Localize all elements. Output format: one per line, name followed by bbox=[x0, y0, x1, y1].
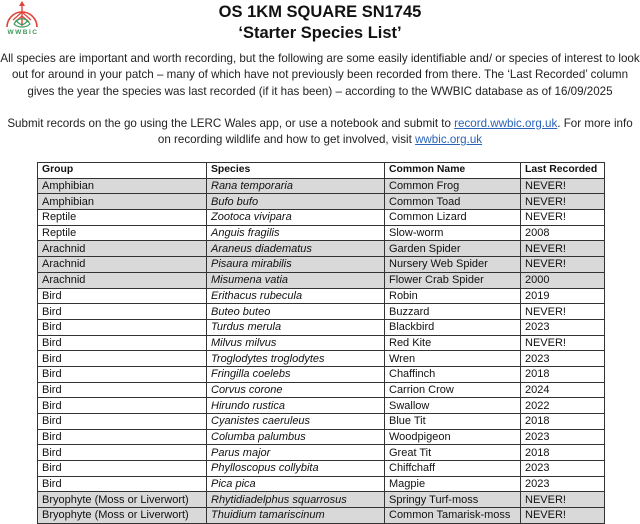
column-header-last-recorded: Last Recorded bbox=[521, 163, 605, 179]
cell-last-recorded: 2022 bbox=[521, 398, 605, 414]
cell-last-recorded: 2018 bbox=[521, 445, 605, 461]
species-table bbox=[37, 162, 605, 524]
cell-group: Amphibian bbox=[38, 194, 207, 210]
cell-group: Bird bbox=[38, 398, 207, 414]
submit-text-1: Submit records on the go using the LERC Wales app, or use a notebook and submit to bbox=[7, 117, 455, 130]
table-row bbox=[38, 414, 605, 430]
cell-last-recorded: 2019 bbox=[521, 288, 605, 304]
cell-last-recorded: 2023 bbox=[521, 461, 605, 477]
table-row bbox=[38, 366, 605, 382]
cell-common-name: Woodpigeon bbox=[385, 429, 521, 445]
table-row bbox=[38, 508, 605, 524]
cell-group: Bryophyte (Moss or Liverwort) bbox=[38, 508, 207, 524]
cell-species: Erithacus rubecula bbox=[207, 288, 385, 304]
cell-group: Arachnid bbox=[38, 241, 207, 257]
cell-species: Rhytidiadelphus squarrosus bbox=[207, 492, 385, 508]
cell-species: Misumena vatia bbox=[207, 272, 385, 288]
table-row bbox=[38, 288, 605, 304]
table-row bbox=[38, 194, 605, 210]
cell-last-recorded: NEVER! bbox=[521, 304, 605, 320]
table-row bbox=[38, 304, 605, 320]
cell-species: Zootoca vivipara bbox=[207, 210, 385, 226]
cell-species: Anguis fragilis bbox=[207, 225, 385, 241]
cell-last-recorded: 2023 bbox=[521, 476, 605, 492]
cell-last-recorded: NEVER! bbox=[521, 178, 605, 194]
table-body bbox=[38, 178, 605, 523]
cell-common-name: Common Lizard bbox=[385, 210, 521, 226]
page-subtitle: ‘Starter Species List’ bbox=[238, 24, 402, 42]
submit-paragraph bbox=[0, 116, 640, 149]
table-header-row bbox=[38, 163, 605, 179]
wwbic-link[interactable]: wwbic.org.uk bbox=[415, 133, 483, 147]
cell-common-name: Buzzard bbox=[385, 304, 521, 320]
cell-species: Cyanistes caeruleus bbox=[207, 414, 385, 430]
cell-common-name: Swallow bbox=[385, 398, 521, 414]
table-row bbox=[38, 461, 605, 477]
cell-species: Columba palumbus bbox=[207, 429, 385, 445]
cell-species: Thuidium tamariscinum bbox=[207, 508, 385, 524]
cell-common-name: Slow-worm bbox=[385, 225, 521, 241]
cell-last-recorded: 2023 bbox=[521, 319, 605, 335]
cell-group: Reptile bbox=[38, 225, 207, 241]
cell-last-recorded: 2023 bbox=[521, 351, 605, 367]
table-row bbox=[38, 241, 605, 257]
column-header-species: Species bbox=[207, 163, 385, 179]
cell-common-name: Wren bbox=[385, 351, 521, 367]
cell-last-recorded: NEVER! bbox=[521, 492, 605, 508]
table-row bbox=[38, 476, 605, 492]
cell-common-name: Chiffchaff bbox=[385, 461, 521, 477]
cell-species: Pisaura mirabilis bbox=[207, 257, 385, 273]
cell-species: Phylloscopus collybita bbox=[207, 461, 385, 477]
cell-group: Bird bbox=[38, 304, 207, 320]
table-row bbox=[38, 272, 605, 288]
cell-common-name: Carrion Crow bbox=[385, 382, 521, 398]
intro-paragraph: All species are important and worth recording, but the following are some easily identifiable and/ or species of interest to look out for around in your patch – many of which have not previously been recorded from there. The ‘Last Recorded’ column gives the year the species was last recorded (if it has been) – according to the WWBIC database as of 16/09/2025 bbox=[0, 52, 640, 98]
cell-group: Bird bbox=[38, 366, 207, 382]
cell-last-recorded: 2018 bbox=[521, 366, 605, 382]
table-row bbox=[38, 398, 605, 414]
cell-common-name: Springy Turf-moss bbox=[385, 492, 521, 508]
cell-last-recorded: 2018 bbox=[521, 414, 605, 430]
table-row bbox=[38, 210, 605, 226]
cell-group: Arachnid bbox=[38, 272, 207, 288]
cell-group: Bird bbox=[38, 288, 207, 304]
cell-species: Pica pica bbox=[207, 476, 385, 492]
cell-group: Bird bbox=[38, 429, 207, 445]
cell-species: Corvus corone bbox=[207, 382, 385, 398]
cell-common-name: Common Tamarisk-moss bbox=[385, 508, 521, 524]
cell-group: Bird bbox=[38, 335, 207, 351]
cell-common-name: Chaffinch bbox=[385, 366, 521, 382]
logo-text: WWBIC bbox=[7, 29, 39, 36]
cell-species: Araneus diadematus bbox=[207, 241, 385, 257]
cell-species: Buteo buteo bbox=[207, 304, 385, 320]
cell-last-recorded: 2000 bbox=[521, 272, 605, 288]
cell-species: Rana temporaria bbox=[207, 178, 385, 194]
column-header-group: Group bbox=[38, 163, 207, 179]
cell-common-name: Robin bbox=[385, 288, 521, 304]
table-row bbox=[38, 429, 605, 445]
cell-common-name: Common Toad bbox=[385, 194, 521, 210]
cell-group: Arachnid bbox=[38, 257, 207, 273]
cell-group: Amphibian bbox=[38, 178, 207, 194]
cell-last-recorded: NEVER! bbox=[521, 257, 605, 273]
cell-common-name: Blackbird bbox=[385, 319, 521, 335]
cell-last-recorded: NEVER! bbox=[521, 210, 605, 226]
cell-common-name: Flower Crab Spider bbox=[385, 272, 521, 288]
cell-last-recorded: NEVER! bbox=[521, 241, 605, 257]
table-row bbox=[38, 225, 605, 241]
table-row bbox=[38, 492, 605, 508]
cell-species: Troglodytes troglodytes bbox=[207, 351, 385, 367]
table-row bbox=[38, 335, 605, 351]
cell-last-recorded: 2008 bbox=[521, 225, 605, 241]
cell-species: Bufo bufo bbox=[207, 194, 385, 210]
cell-last-recorded: NEVER! bbox=[521, 508, 605, 524]
table-row bbox=[38, 257, 605, 273]
cell-last-recorded: NEVER! bbox=[521, 194, 605, 210]
cell-group: Bird bbox=[38, 351, 207, 367]
cell-common-name: Magpie bbox=[385, 476, 521, 492]
record-link[interactable]: record.wwbic.org.uk bbox=[454, 117, 558, 130]
cell-common-name: Common Frog bbox=[385, 178, 521, 194]
cell-species: Fringilla coelebs bbox=[207, 366, 385, 382]
cell-last-recorded: 2024 bbox=[521, 382, 605, 398]
cell-common-name: Red Kite bbox=[385, 335, 521, 351]
cell-group: Bird bbox=[38, 461, 207, 477]
cell-common-name: Nursery Web Spider bbox=[385, 257, 521, 273]
cell-group: Bird bbox=[38, 414, 207, 430]
cell-common-name: Great Tit bbox=[385, 445, 521, 461]
cell-group: Bird bbox=[38, 445, 207, 461]
cell-group: Bird bbox=[38, 476, 207, 492]
cell-group: Bird bbox=[38, 319, 207, 335]
table-row bbox=[38, 319, 605, 335]
cell-species: Turdus merula bbox=[207, 319, 385, 335]
cell-common-name: Blue Tit bbox=[385, 414, 521, 430]
cell-species: Hirundo rustica bbox=[207, 398, 385, 414]
submit-text-2: . For more info on recording wildlife and how to get involved, visit bbox=[157, 117, 633, 147]
table-row bbox=[38, 351, 605, 367]
cell-last-recorded: NEVER! bbox=[521, 335, 605, 351]
table-row bbox=[38, 178, 605, 194]
cell-species: Parus major bbox=[207, 445, 385, 461]
cell-group: Reptile bbox=[38, 210, 207, 226]
cell-last-recorded: 2023 bbox=[521, 429, 605, 445]
cell-group: Bryophyte (Moss or Liverwort) bbox=[38, 492, 207, 508]
page-title: OS 1KM SQUARE SN1745 bbox=[218, 3, 422, 21]
table-row bbox=[38, 382, 605, 398]
cell-species: Milvus milvus bbox=[207, 335, 385, 351]
column-header-common-name: Common Name bbox=[385, 163, 521, 179]
cell-common-name: Garden Spider bbox=[385, 241, 521, 257]
cell-group: Bird bbox=[38, 382, 207, 398]
table-row bbox=[38, 445, 605, 461]
